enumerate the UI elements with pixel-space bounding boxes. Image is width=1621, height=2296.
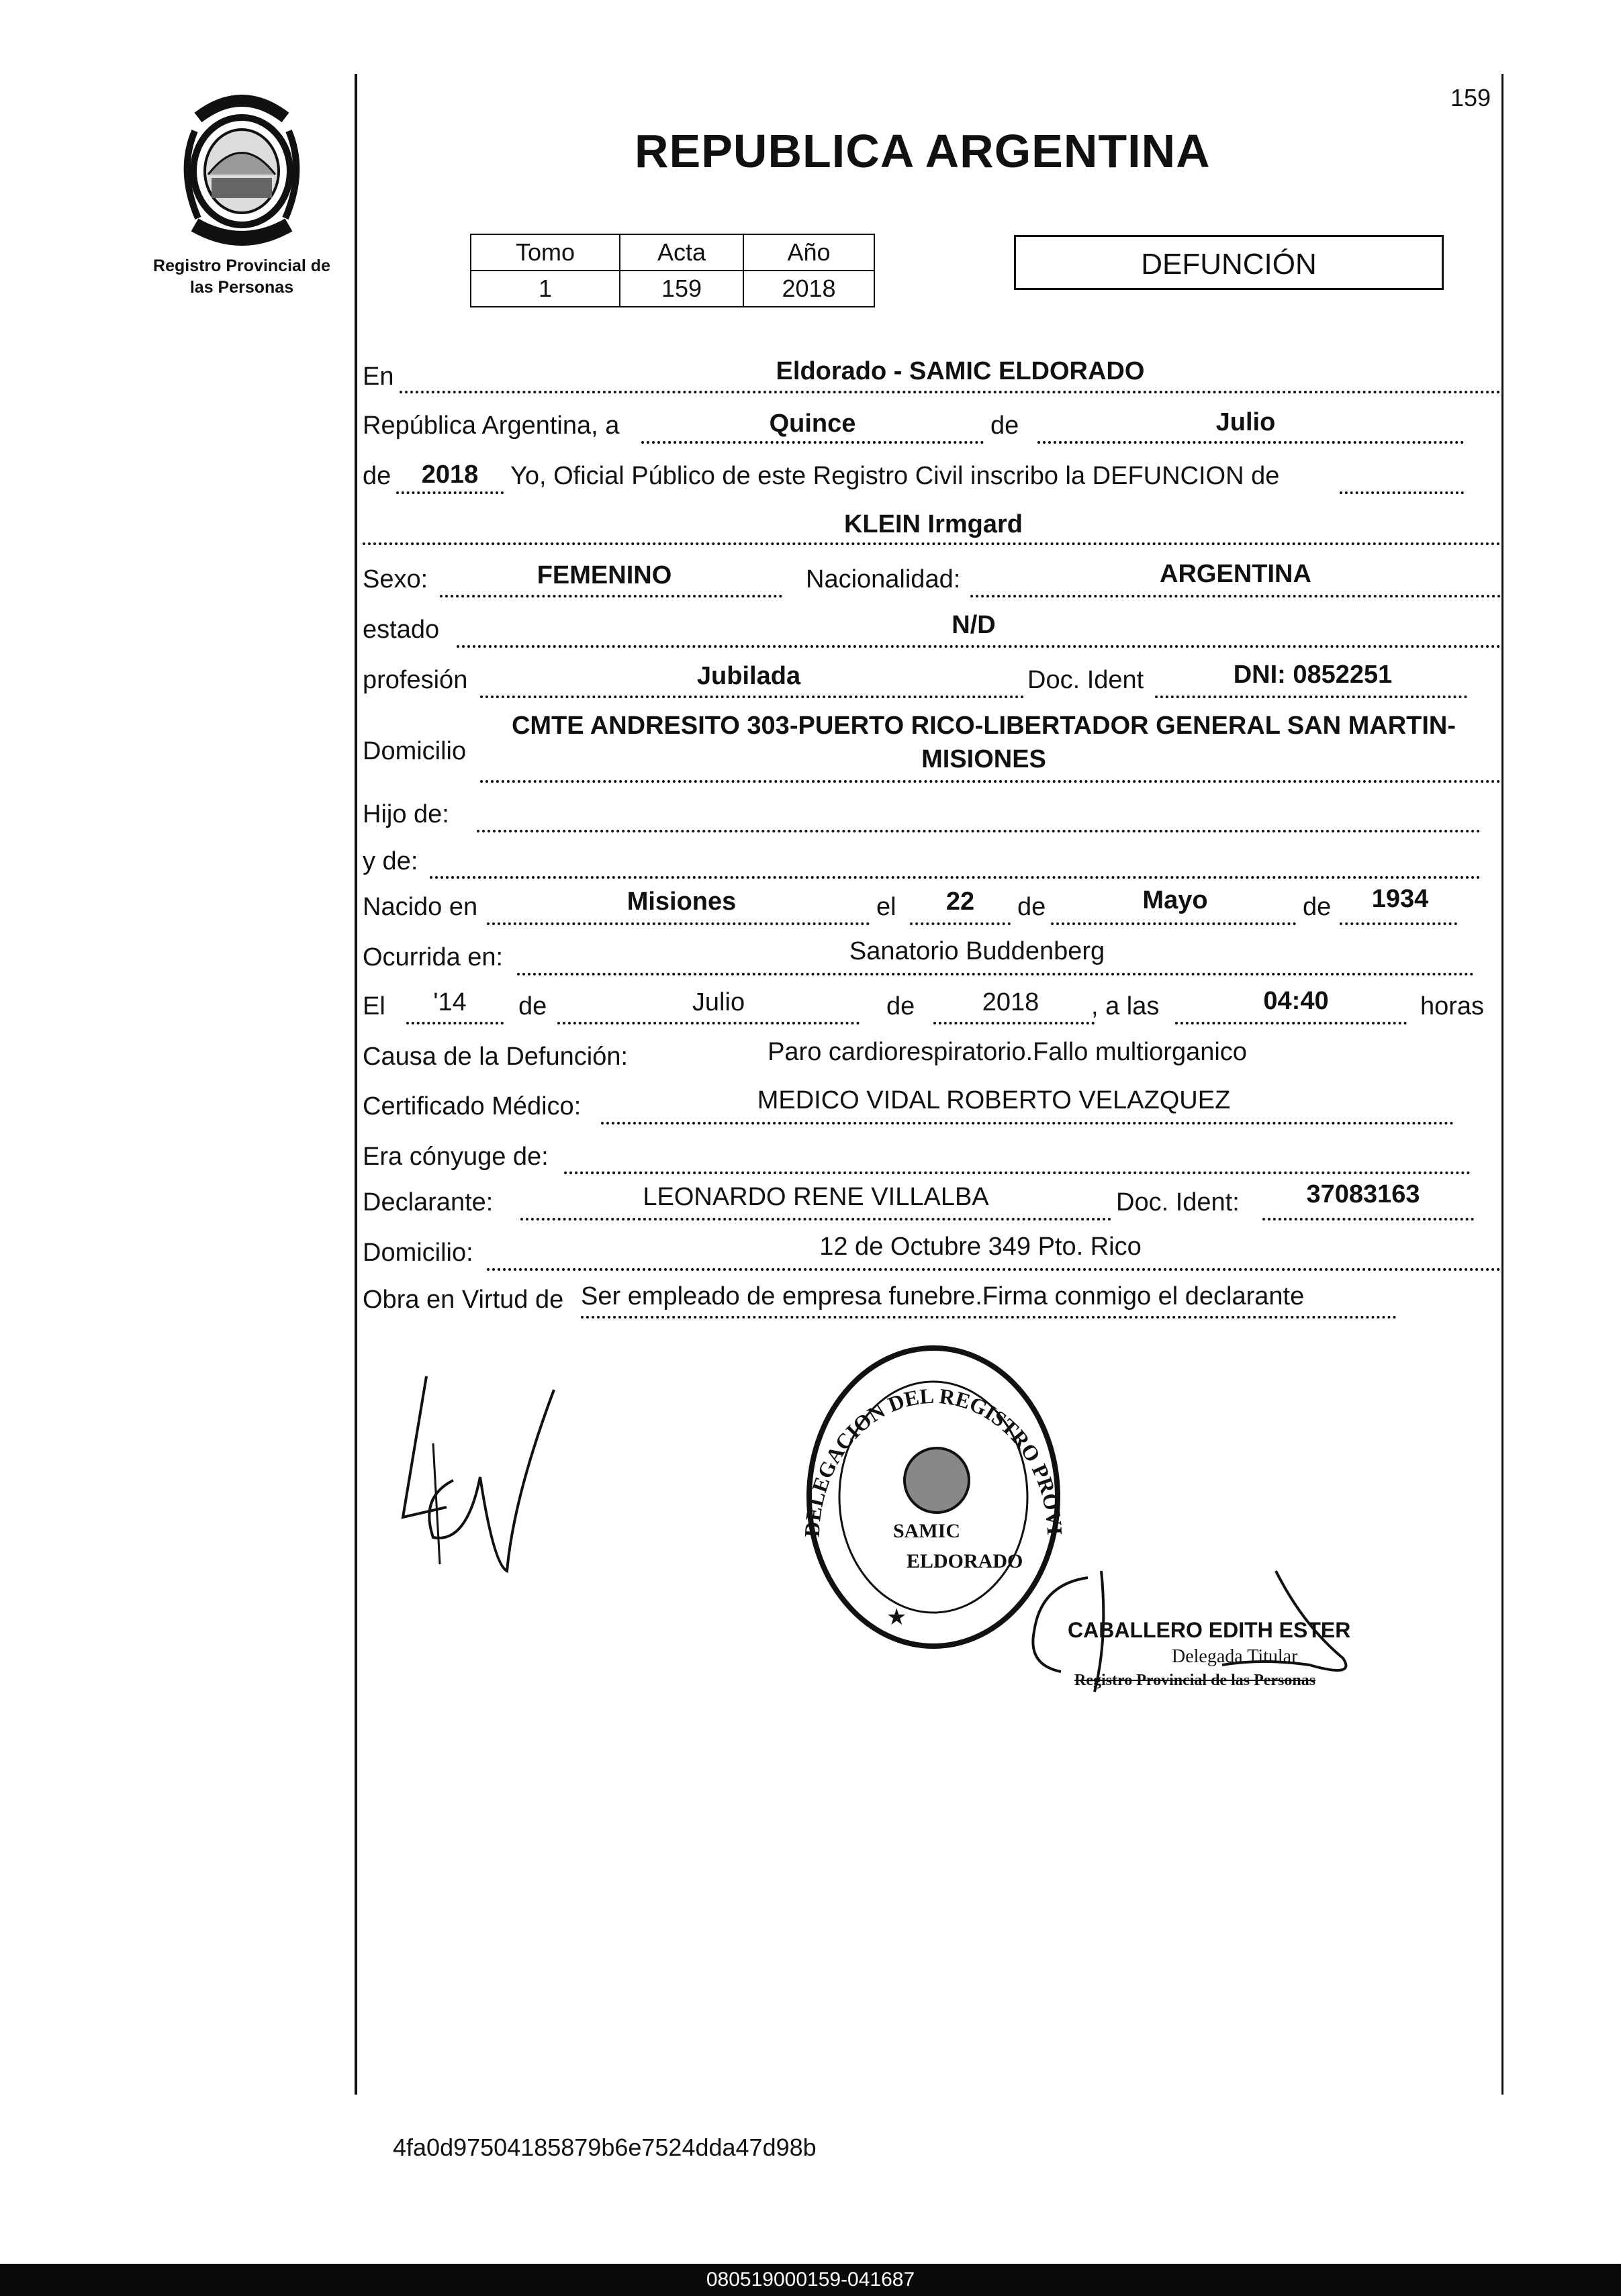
republica-label: República Argentina, a <box>363 412 620 440</box>
acta-value-acta: 159 <box>620 271 743 307</box>
ocurrida-value: Sanatorio Buddenberg <box>849 937 1105 965</box>
estado-value: N/D <box>952 611 996 639</box>
record-type-box: DEFUNCIÓN <box>1014 235 1444 290</box>
nacido-label: Nacido en <box>363 893 478 921</box>
doc-ident-label: Doc. Ident <box>1027 666 1144 694</box>
stamp-ring-text: DELEGACION DEL REGISTRO PROVI <box>799 1383 1068 1538</box>
anio-prefix-label: de <box>363 462 391 490</box>
declarante-value: LEONARDO RENE VILLALBA <box>643 1183 989 1211</box>
nac-de2-label: de <box>1303 893 1332 921</box>
nacionalidad-dotted-line <box>970 595 1501 597</box>
acta-header-tomo: Tomo <box>471 234 620 271</box>
causa-value: Paro cardiorespiratorio.Fallo multiorganico <box>768 1038 1247 1066</box>
obra-dotted-line <box>581 1316 1397 1319</box>
domicilio-label: Domicilio <box>363 737 467 765</box>
profesion-dotted-line <box>480 696 1024 698</box>
nac-mes-value: Mayo <box>1142 886 1208 914</box>
conyuge-label: Era cónyuge de: <box>363 1143 549 1171</box>
estado-label: estado <box>363 616 440 644</box>
fall-el-label: El <box>363 992 385 1020</box>
registry-label-line1: Registro Provincial de <box>153 256 330 275</box>
hijo-label: Hijo de: <box>363 800 449 828</box>
nac-el-label: el <box>876 893 896 921</box>
declarante-doc-value: 37083163 <box>1306 1180 1420 1208</box>
declarante-doc-label: Doc. Ident: <box>1116 1188 1240 1216</box>
margin-line <box>355 74 357 2095</box>
obra-value: Ser empleado de empresa funebre.Firma conmigo el declarante <box>581 1282 1305 1310</box>
nac-dia-dotted-line <box>910 922 1011 925</box>
nac-dia-value: 22 <box>945 888 975 916</box>
document-hash: 4fa0d97504185879b6e7524dda47d98b <box>393 2134 817 2161</box>
conyuge-dotted-line <box>564 1171 1471 1174</box>
stamp-star-icon: ★ <box>886 1605 907 1630</box>
sexo-label: Sexo: <box>363 565 428 593</box>
en-dotted-line <box>400 391 1501 393</box>
mes-dotted-line <box>1037 441 1464 444</box>
declarante-dotted-line <box>520 1218 1111 1221</box>
acta-header-acta: Acta <box>620 234 743 271</box>
domicilio-value-line1: CMTE ANDRESITO 303-PUERTO RICO-LIBERTADOR GENERAL SAN MARTIN- <box>511 712 1456 740</box>
obra-label: Obra en Virtud de <box>363 1286 564 1314</box>
fall-de1-label: de <box>518 992 547 1020</box>
estado-dotted-line <box>457 645 1501 648</box>
domicilio-value-line2: MISIONES <box>921 745 1046 773</box>
a-las-label: , a las <box>1091 992 1160 1020</box>
en-label: En <box>363 363 394 391</box>
nacido-value: Misiones <box>627 888 737 916</box>
nac-anio-dotted-line <box>1340 922 1457 925</box>
profesion-label: profesión <box>363 666 468 694</box>
acta-value-tomo: 1 <box>471 271 620 307</box>
doc-ident-value: DNI: 0852251 <box>1233 661 1393 689</box>
y-de-label: y de: <box>363 847 418 875</box>
official-signature-block <box>1021 1564 1444 1705</box>
horas-label: horas <box>1420 992 1485 1020</box>
declarante-label: Declarante: <box>363 1188 494 1216</box>
official-name: CABALLERO EDITH ESTER <box>1068 1618 1351 1642</box>
inscribo-dotted-line <box>1340 491 1464 494</box>
svg-text:DELEGACION DEL REGISTRO PROVIN <box>759 1336 1067 1537</box>
page-title: REPUBLICA ARGENTINA <box>635 125 1211 177</box>
provincia-misiones-seal <box>171 91 312 248</box>
profesion-value: Jubilada <box>696 662 801 690</box>
ocurrida-dotted-line <box>517 973 1474 975</box>
acta-value-anio: 2018 <box>743 271 874 307</box>
ocurrida-label: Ocurrida en: <box>363 943 504 971</box>
declarant-signature <box>393 1363 567 1584</box>
deceased-name: KLEIN Irmgard <box>843 510 1023 538</box>
registry-label <box>138 255 346 298</box>
doc-ident-dotted-line <box>1155 696 1467 698</box>
acta-table <box>470 234 875 307</box>
decl-domicilio-label: Domicilio: <box>363 1239 473 1267</box>
decl-domicilio-dotted-line <box>487 1268 1501 1271</box>
fall-anio-value: 2018 <box>982 988 1039 1016</box>
nac-mes-dotted-line <box>1051 922 1296 925</box>
sexo-value: FEMENINO <box>537 561 672 589</box>
page-number: 159 <box>1450 84 1491 111</box>
official-title: Delegada Titular <box>1172 1646 1298 1667</box>
fall-de2-label: de <box>886 992 915 1020</box>
mes-value: Julio <box>1215 408 1276 436</box>
fall-dia-dotted-line <box>406 1022 504 1024</box>
fall-hora-dotted-line <box>1175 1022 1407 1024</box>
certificado-value: MEDICO VIDAL ROBERTO VELAZQUEZ <box>757 1086 1231 1114</box>
causa-label: Causa de la Defunción: <box>363 1043 629 1071</box>
fall-hora-value: 04:40 <box>1263 987 1329 1015</box>
certificado-label: Certificado Médico: <box>363 1092 582 1120</box>
footer-code: 080519000159-041687 <box>706 2268 915 2291</box>
nacido-dotted-line <box>487 922 870 925</box>
de-label: de <box>990 412 1019 440</box>
acta-table-header-row <box>471 234 874 271</box>
domicilio-dotted-line <box>480 780 1501 783</box>
nombre-dotted-line <box>363 542 1501 545</box>
dia-value: Quince <box>769 410 856 438</box>
stamp-center-text-1: SAMIC <box>893 1520 961 1542</box>
nac-anio-value: 1934 <box>1371 885 1429 913</box>
official-registry: Registro Provincial de las Personas <box>1074 1672 1316 1689</box>
decl-domicilio-value: 12 de Octubre 349 Pto. Rico <box>819 1233 1142 1261</box>
hijo-dotted-line <box>477 830 1481 832</box>
dia-dotted-line <box>641 441 984 444</box>
nac-de1-label: de <box>1017 893 1046 921</box>
registry-label-line2: las Personas <box>189 278 294 297</box>
fall-anio-dotted-line <box>933 1022 1095 1024</box>
acta-header-anio: Año <box>743 234 874 271</box>
fall-mes-dotted-line <box>557 1022 860 1024</box>
sexo-dotted-line <box>440 595 782 597</box>
fall-dia-value: '14 <box>433 988 467 1016</box>
y-de-dotted-line <box>430 876 1481 879</box>
acta-table-value-row <box>471 271 874 307</box>
nacionalidad-value: ARGENTINA <box>1160 560 1311 588</box>
inscribo-text: Yo, Oficial Público de este Registro Civil inscribo la DEFUNCION de <box>510 462 1280 490</box>
fall-mes-value: Julio <box>692 988 745 1016</box>
right-border-line <box>1501 74 1503 2095</box>
anio-dotted-line <box>396 491 504 494</box>
declarante-doc-dotted-line <box>1262 1218 1474 1221</box>
certificado-dotted-line <box>601 1122 1454 1125</box>
anio-value: 2018 <box>421 461 479 489</box>
en-value: Eldorado - SAMIC ELDORADO <box>776 357 1145 385</box>
nacionalidad-label: Nacionalidad: <box>806 565 961 593</box>
stamp-center-text-2: ELDORADO <box>907 1550 1023 1572</box>
